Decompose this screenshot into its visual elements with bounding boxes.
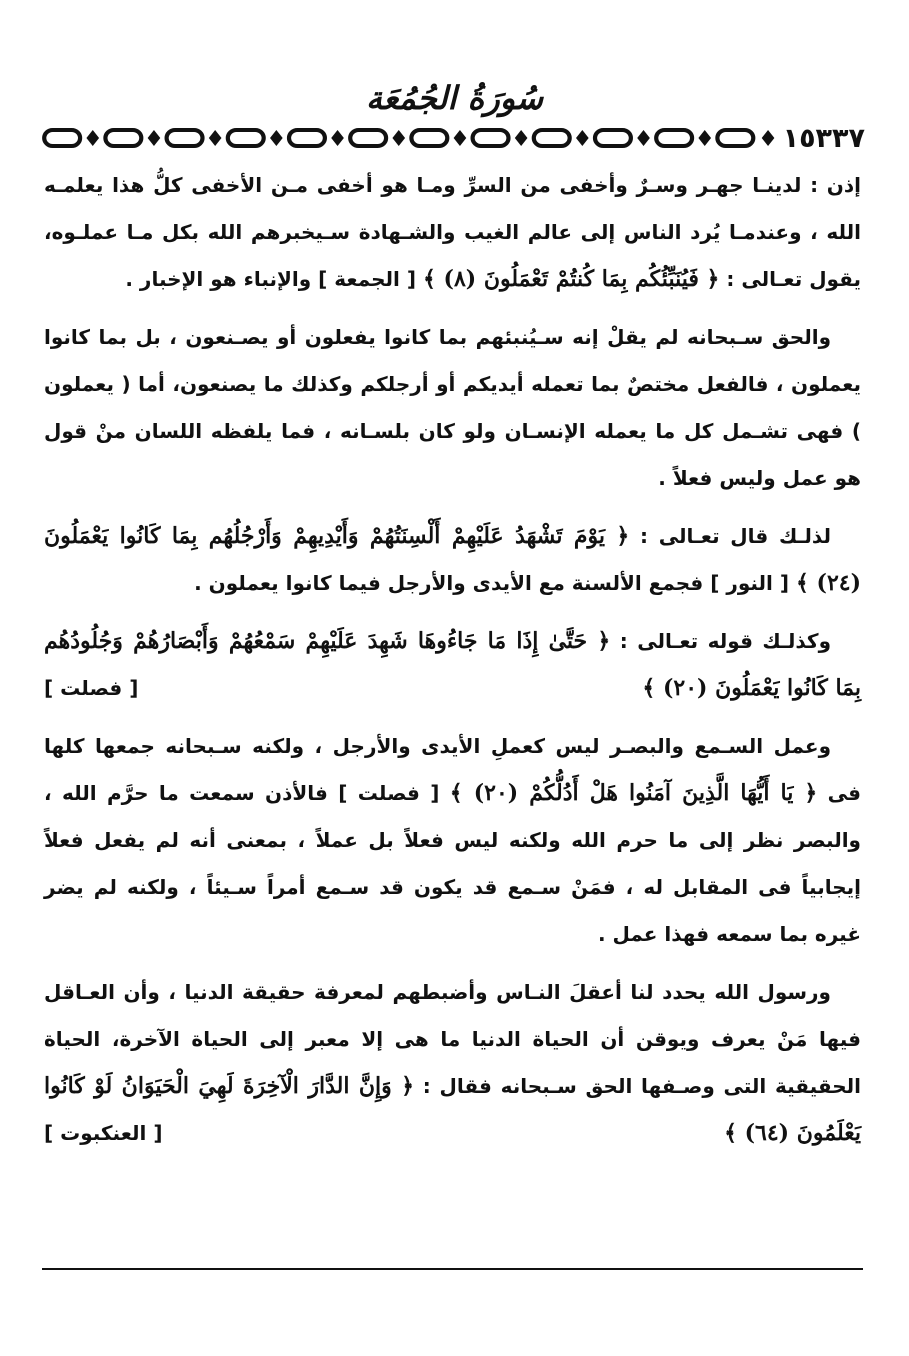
quran-verse: ﴿ يَا أَيُّهَا الَّذِينَ آمَنُوا هَلْ أَدُلُّكُمْ (٢٠) ﴾ xyxy=(449,780,818,806)
quran-verse: ﴿ وَإِنَّ الدَّارَ الْآخِرَةَ لَهِيَ الْحَيَوَانُ لَوْ كَانُوا يَعْلَمُونَ (٦٤) ﴾ xyxy=(44,1073,861,1146)
paragraph-3 xyxy=(44,513,861,607)
paragraph-text: وعمل السـمع والبصـر ليس كعملِ الأيدى والأرجل ، ولكنه سـبحانه جمعها كلها فى xyxy=(44,734,862,805)
page-header xyxy=(40,78,869,168)
paragraph-text: والحق سـبحانه لم يقلْ إنه سـيُنبئهم بما كانوا يفعلون أو يصـنعون ، بل بما كانوا يعملون ، فالفعل مختصٌ بما تعمله أيديكم أو أرجلكم وكذلك ما يصنعون، أما ( يعملون ) فهى تشـمل كل ما يعمله الإنسـان ولو كان بلسـانه ، فما يلفظه اللسان منْ قول هو عمل وليس فعلاً . xyxy=(44,325,861,490)
footer-divider xyxy=(42,1268,863,1270)
surah-reference: [ النور ] xyxy=(703,571,796,595)
paragraph-text: والإنباء هو الإخبار . xyxy=(125,267,312,291)
paragraph-1 xyxy=(44,162,861,303)
surah-reference: [ فصلت ] xyxy=(327,781,450,805)
surah-reference: [ الجمعة ] xyxy=(311,267,423,291)
paragraph-text: فالأذن سمعت ما حرَّم الله ، والبصر نظر إلى ما حرم الله ولكنه ليس فعلاً بل عملاً ، بمعنى أنه لم يفعل فعلاً إيجابياً فى المقابل له ، فمَنْ سـمع قد يكون قد سـمع أمراً سـيئاً ، ولكنه لم يضر غيره بما سمعه فهذا عمل . xyxy=(44,781,861,946)
paragraph-text: ورسول الله يحدد لنا أعقلَ النـاس وأضبطهم لمعرفة حقيقة الدنيا ، وأن العـاقل فيها مَنْ يعرف ويوقن أن الحياة الدنيا ما هى إلا معبر إلى الحياة الآخرة، الحياة الحقيقية التى وصـفها الحق سـبحانه فقال : xyxy=(44,980,861,1098)
quran-verse: ﴿ فَيُنَبِّئُكُم بِمَا كُنتُمْ تَعْمَلُونَ (٨) ﴾ xyxy=(422,266,720,292)
paragraph-6 xyxy=(44,969,861,1157)
surah-reference: [ العنكبوت ] xyxy=(44,1121,163,1145)
page-number: ١٥٣٣٧ xyxy=(782,122,865,154)
header-ornament-row xyxy=(40,122,869,154)
paragraph-text: وكذلـك قوله تعـالى : xyxy=(610,629,831,653)
paragraph-2 xyxy=(44,314,861,502)
paragraph-text: لذلـك قال تعـالى : xyxy=(629,524,831,548)
quran-verse: ﴿ حَتَّىٰ إِذَا مَا جَاءُوهَا شَهِدَ عَلَيْهِمْ سَمْعُهُمْ وَأَبْصَارُهُمْ وَجُلُودُهُم بِمَا كَانُوا يَعْمَلُونَ (٢٠) ﴾ xyxy=(44,628,861,701)
surah-reference: [ فصلت ] xyxy=(44,676,139,700)
paragraph-text: إذن : لدينـا جهـر وسـرٌ وأخفى من السرِّ ومـا هو أخفى مـن الأخفى كلُّ هذا يعلمـه الله ، وعندمـا يُرد الناس إلى عالم الغيب والشـهادة سـيخبرهم الله بكل مـا عملـوه، يقول تعـالى : xyxy=(44,173,861,291)
surah-title: سُورَةُ الجُمُعَة xyxy=(365,79,544,117)
paragraph-4 xyxy=(44,618,861,712)
body-text xyxy=(44,162,861,1157)
paragraph-5 xyxy=(44,723,861,958)
chain-ornament-icon xyxy=(40,126,779,150)
quran-verse: ﴿ يَوْمَ تَشْهَدُ عَلَيْهِمْ أَلْسِنَتُهُمْ وَأَيْدِيهِمْ وَأَرْجُلُهُم بِمَا كَانُوا يَعْمَلُونَ (٢٤) ﴾ xyxy=(44,523,861,596)
paragraph-text: فجمع الألسنة مع الأيدى والأرجل فيما كانوا يعملون . xyxy=(194,571,704,595)
